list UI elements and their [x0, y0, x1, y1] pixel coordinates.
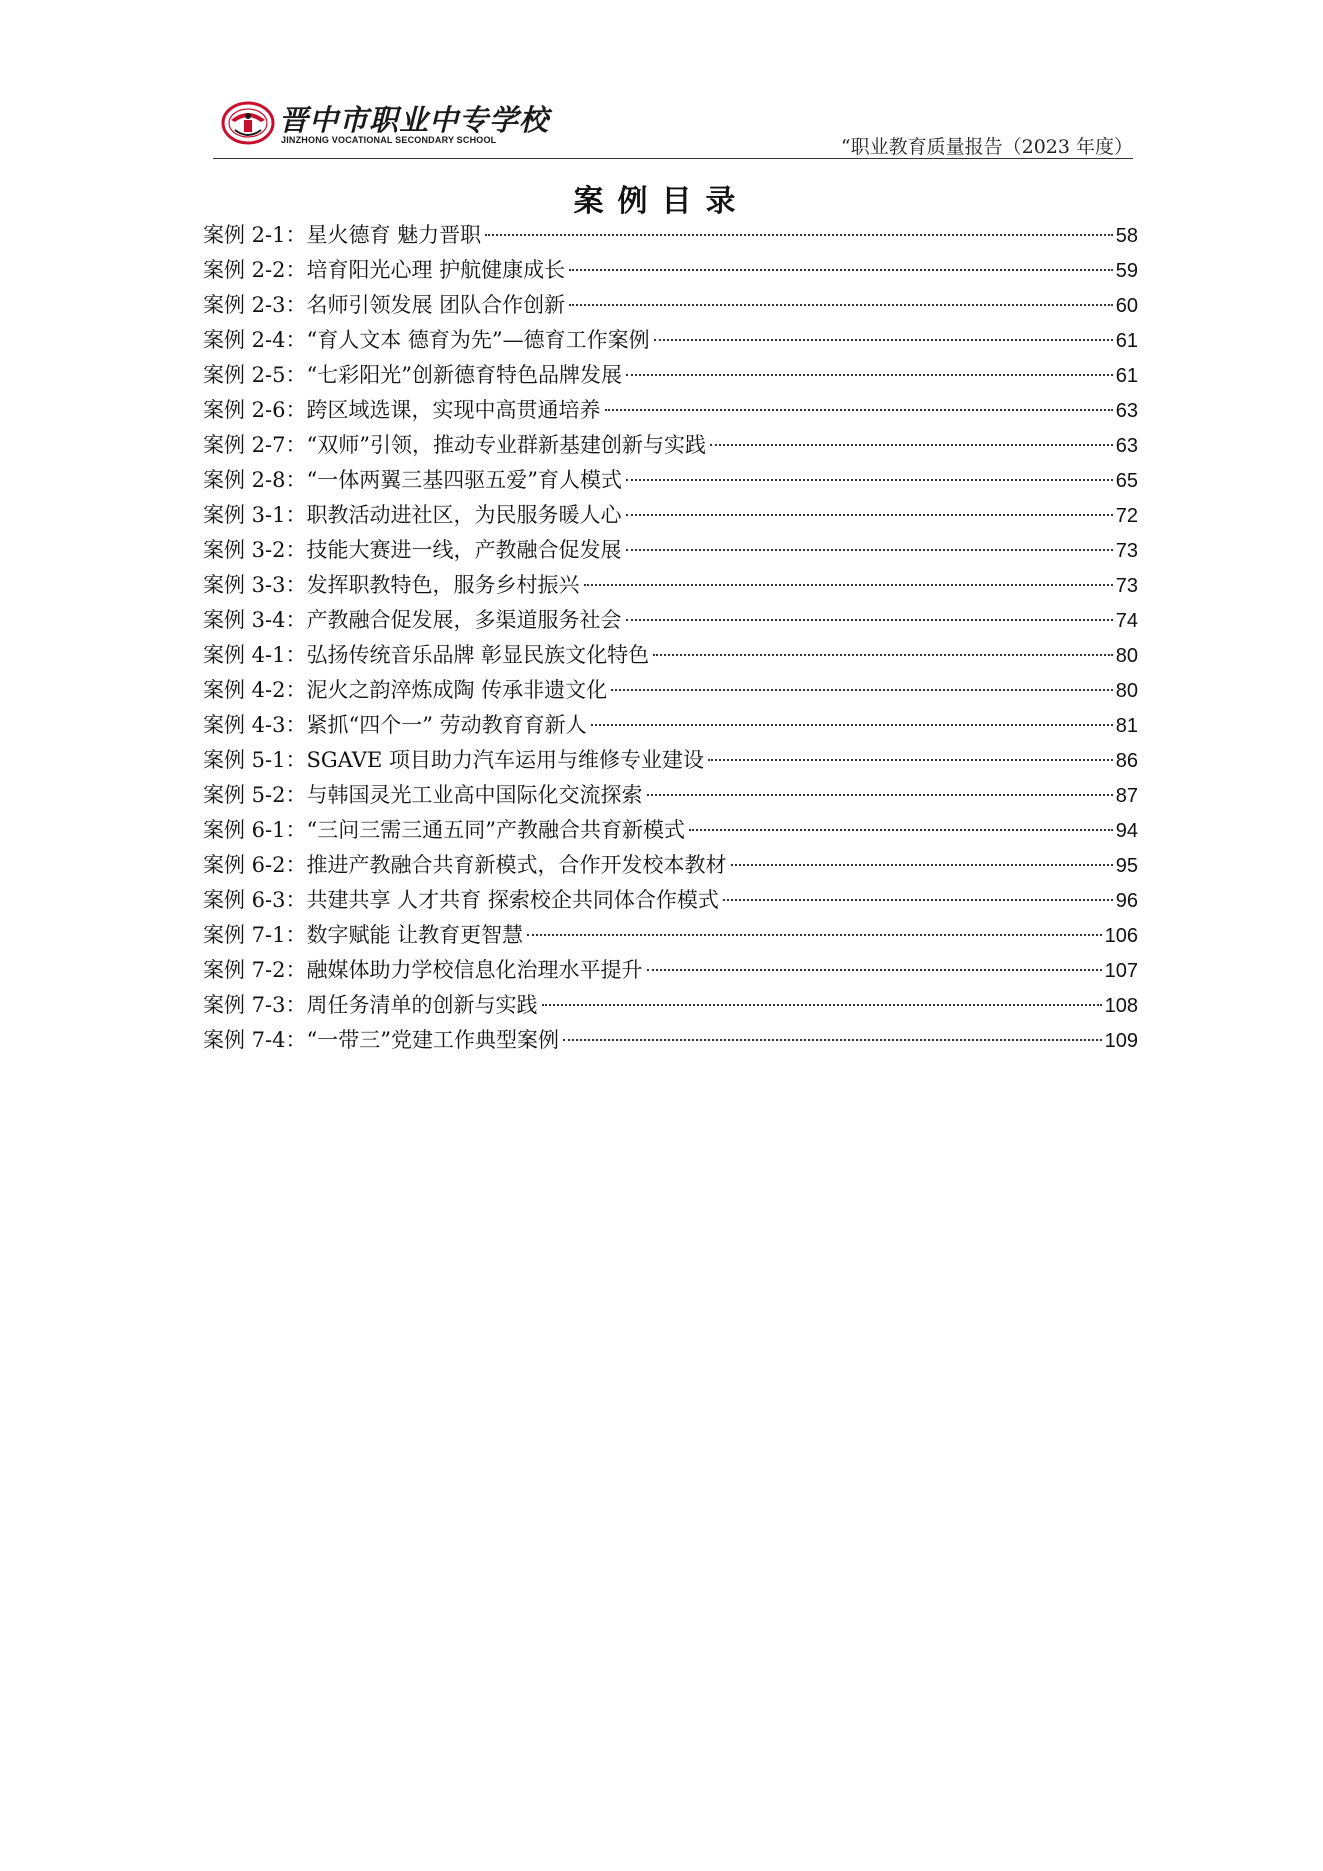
toc-page-number: 61	[1115, 330, 1138, 352]
toc-page-number: 86	[1115, 750, 1138, 772]
toc-dot-leader	[731, 864, 1113, 866]
toc-page-number: 60	[1115, 295, 1138, 317]
toc-entry[interactable]	[203, 708, 1138, 743]
toc-page-number: 65	[1115, 470, 1138, 492]
toc-entry[interactable]	[203, 358, 1138, 393]
toc-entry-label: 案例 4-1：弘扬传统音乐品牌 彰显民族文化特色	[203, 643, 650, 667]
page-header	[213, 92, 1133, 160]
toc-dot-leader	[527, 934, 1101, 936]
toc-page-number: 73	[1115, 575, 1138, 597]
toc-entry-label: 案例 7-3：周任务清单的创新与实践	[203, 993, 538, 1017]
toc-dot-leader	[584, 584, 1113, 586]
toc-entry[interactable]	[203, 918, 1138, 953]
toc-entry[interactable]	[203, 883, 1138, 918]
table-of-contents	[203, 218, 1138, 1058]
toc-page-number: 94	[1115, 820, 1138, 842]
toc-dot-leader	[605, 409, 1113, 411]
toc-page-number: 109	[1104, 1030, 1138, 1052]
school-name-en: JINZHONG VOCATIONAL SECONDARY SCHOOL	[281, 135, 497, 145]
toc-dot-leader	[563, 1039, 1102, 1041]
toc-entry[interactable]	[203, 1023, 1138, 1058]
toc-dot-leader	[689, 829, 1113, 831]
toc-entry-label: 案例 2-8：“一体两翼三基四驱五爱”育人模式	[203, 468, 622, 492]
toc-entry[interactable]	[203, 953, 1138, 988]
toc-page-number: 107	[1104, 960, 1138, 982]
toc-page-number: 58	[1115, 225, 1138, 247]
toc-entry-label: 案例 7-4：“一带三”党建工作典型案例	[203, 1028, 559, 1052]
toc-page-number: 61	[1115, 365, 1138, 387]
toc-dot-leader	[569, 269, 1113, 271]
toc-entry[interactable]	[203, 288, 1138, 323]
toc-dot-leader	[542, 1004, 1102, 1006]
toc-dot-leader	[647, 969, 1102, 971]
toc-dot-leader	[626, 514, 1113, 516]
toc-dot-leader	[654, 339, 1113, 341]
toc-entry[interactable]	[203, 533, 1138, 568]
toc-page-number: 63	[1115, 400, 1138, 422]
toc-entry[interactable]	[203, 463, 1138, 498]
toc-entry-label: 案例 6-2：推进产教融合共育新模式，合作开发校本教材	[203, 853, 727, 877]
toc-dot-leader	[485, 234, 1113, 236]
toc-entry[interactable]	[203, 778, 1138, 813]
toc-entry[interactable]	[203, 428, 1138, 463]
toc-entry-label: 案例 3-3：发挥职教特色，服务乡村振兴	[203, 573, 580, 597]
toc-entry[interactable]	[203, 568, 1138, 603]
toc-page-number: 81	[1115, 715, 1138, 737]
toc-entry[interactable]	[203, 848, 1138, 883]
toc-entry-label: 案例 2-3：名师引领发展 团队合作创新	[203, 293, 566, 317]
toc-entry-label: 案例 2-1：星火德育 魅力晋职	[203, 223, 482, 247]
school-emblem-icon	[221, 100, 275, 146]
toc-entry[interactable]	[203, 498, 1138, 533]
school-logo	[213, 98, 550, 154]
toc-dot-leader	[626, 549, 1113, 551]
toc-dot-leader	[626, 619, 1113, 621]
toc-entry-label: 案例 2-5：“七彩阳光”创新德育特色品牌发展	[203, 363, 622, 387]
toc-entry[interactable]	[203, 253, 1138, 288]
toc-entry[interactable]	[203, 323, 1138, 358]
toc-entry-label: 案例 2-7：“双师”引领，推动专业群新基建创新与实践	[203, 433, 706, 457]
toc-entry[interactable]	[203, 673, 1138, 708]
toc-entry[interactable]	[203, 988, 1138, 1023]
toc-page-number: 95	[1115, 855, 1138, 877]
toc-entry-label: 案例 4-3：紧抓“四个一” 劳动教育育新人	[203, 713, 587, 737]
toc-entry[interactable]	[203, 603, 1138, 638]
toc-entry-label: 案例 2-4：“育人文本 德育为先”—德育工作案例	[203, 328, 650, 352]
toc-entry-label: 案例 6-3：共建共享 人才共育 探索校企共同体合作模式	[203, 888, 719, 912]
toc-entry-label: 案例 7-1：数字赋能 让教育更智慧	[203, 923, 524, 947]
toc-dot-leader	[591, 724, 1113, 726]
toc-entry-label: 案例 7-2：融媒体助力学校信息化治理水平提升	[203, 958, 643, 982]
toc-entry-label: 案例 5-2：与韩国灵光工业高中国际化交流探索	[203, 783, 643, 807]
toc-dot-leader	[653, 654, 1113, 656]
toc-dot-leader	[611, 689, 1113, 691]
toc-entry[interactable]	[203, 218, 1138, 253]
toc-page-number: 87	[1115, 785, 1138, 807]
toc-entry-label: 案例 4-2：泥火之韵淬炼成陶 传承非遗文化	[203, 678, 608, 702]
toc-entry-label: 案例 6-1：“三问三需三通五同”产教融合共育新模式	[203, 818, 685, 842]
toc-entry[interactable]	[203, 743, 1138, 778]
toc-entry-label: 案例 2-2：培育阳光心理 护航健康成长	[203, 258, 566, 282]
toc-entry-label: 案例 3-1：职教活动进社区，为民服务暖人心	[203, 503, 622, 527]
toc-dot-leader	[710, 444, 1113, 446]
page-title: 案例目录	[573, 184, 750, 219]
header-divider	[213, 158, 1133, 159]
toc-page-number: 73	[1115, 540, 1138, 562]
toc-page-number: 80	[1115, 680, 1138, 702]
toc-page-number: 96	[1115, 890, 1138, 912]
report-title: “职业教育质量报告（2023 年度）	[840, 136, 1133, 158]
toc-dot-leader	[626, 374, 1113, 376]
toc-dot-leader	[569, 304, 1113, 306]
toc-entry-label: 案例 2-6：跨区域选课，实现中高贯通培养	[203, 398, 601, 422]
toc-entry-label: 案例 3-2：技能大赛进一线，产教融合促发展	[203, 538, 622, 562]
toc-dot-leader	[708, 759, 1113, 761]
toc-dot-leader	[647, 794, 1113, 796]
toc-entry-label: 案例 3-4：产教融合促发展，多渠道服务社会	[203, 608, 622, 632]
school-name-cn: 晋中市职业中专学校	[279, 103, 550, 137]
toc-dot-leader	[626, 479, 1113, 481]
toc-entry[interactable]	[203, 813, 1138, 848]
toc-entry-label: 案例 5-1：SGAVE 项目助力汽车运用与维修专业建设	[203, 748, 704, 772]
toc-dot-leader	[723, 899, 1113, 901]
toc-page-number: 106	[1104, 925, 1138, 947]
toc-page-number: 59	[1115, 260, 1138, 282]
toc-page-number: 80	[1115, 645, 1138, 667]
toc-page-number: 108	[1104, 995, 1138, 1017]
toc-entry[interactable]	[203, 638, 1138, 673]
toc-page-number: 74	[1115, 610, 1138, 632]
toc-entry[interactable]	[203, 393, 1138, 428]
toc-page-number: 63	[1115, 435, 1138, 457]
toc-page-number: 72	[1115, 505, 1138, 527]
